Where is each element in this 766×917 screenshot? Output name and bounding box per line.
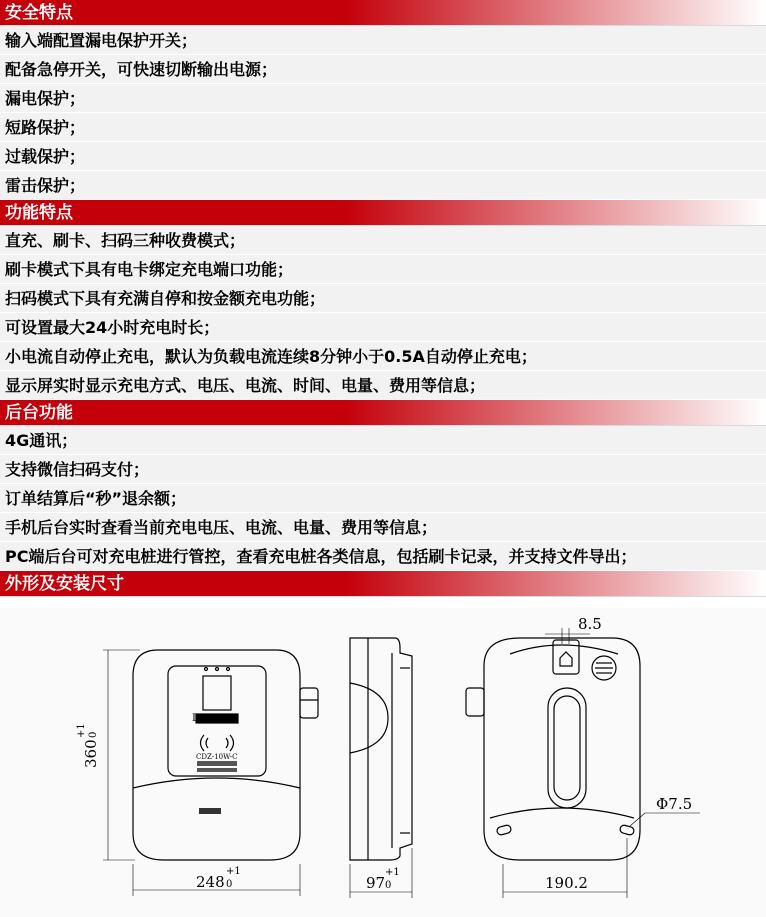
height-tol-low: 0 xyxy=(88,731,99,738)
feature-item: 订单结算后“秒”退余额； xyxy=(0,484,766,513)
dimension-drawing xyxy=(0,608,766,917)
slot-dim: 8.5 xyxy=(578,615,602,633)
brand-label: DELIXI xyxy=(192,713,229,724)
width-dim: 248 xyxy=(196,873,225,891)
dimension-drawing-svg xyxy=(0,608,766,917)
feature-item: 手机后台实时查看当前充电电压、电流、电量、费用等信息； xyxy=(0,513,766,542)
feature-item: 显示屏实时显示充电方式、电压、电流、时间、电量、费用等信息； xyxy=(0,371,766,400)
back-width-dim: 190.2 xyxy=(545,874,588,892)
depth-dim: 97 xyxy=(366,874,386,892)
width-tol-up: +1 xyxy=(226,866,241,877)
feature-item: 短路保护； xyxy=(0,113,766,142)
height-dim: 360 xyxy=(82,739,100,768)
section-header: 外形及安装尺寸 xyxy=(0,571,766,597)
feature-item: 刷卡模式下具有电卡绑定充电端口功能； xyxy=(0,255,766,284)
feature-item: 直充、刷卡、扫码三种收费模式； xyxy=(0,226,766,255)
feature-item: 4G通讯； xyxy=(0,426,766,455)
back-view xyxy=(466,628,700,898)
feature-item: 支持微信扫码支付； xyxy=(0,455,766,484)
feature-item: PC端后台可对充电桩进行管控，查看充电桩各类信息，包括刷卡记录，并支持文件导出； xyxy=(0,542,766,571)
feature-item: 小电流自动停止充电，默认为负载电流连续8分钟小于0.5A自动停止充电； xyxy=(0,342,766,371)
feature-item: 过载保护； xyxy=(0,142,766,171)
feature-item: 雷击保护； xyxy=(0,171,766,200)
section-header: 功能特点 xyxy=(0,200,766,226)
feature-item: 配备急停开关，可快速切断输出电源； xyxy=(0,55,766,84)
feature-item: 输入端配置漏电保护开关； xyxy=(0,26,766,55)
side-view xyxy=(350,638,412,898)
hole-dim: Φ7.5 xyxy=(656,795,693,813)
depth-tol-low: 0 xyxy=(385,880,392,891)
section-header: 安全特点 xyxy=(0,0,766,26)
section-header: 后台功能 xyxy=(0,400,766,426)
height-tol-up: +1 xyxy=(76,723,87,738)
front-view xyxy=(103,650,318,896)
depth-tol-up: +1 xyxy=(385,867,400,878)
width-tol-low: 0 xyxy=(226,879,233,890)
feature-item: 可设置最大24小时充电时长； xyxy=(0,313,766,342)
feature-item: 漏电保护； xyxy=(0,84,766,113)
feature-item: 扫码模式下具有充满自停和按金额充电功能； xyxy=(0,284,766,313)
model-label: CDZ-10W-C xyxy=(196,753,238,761)
